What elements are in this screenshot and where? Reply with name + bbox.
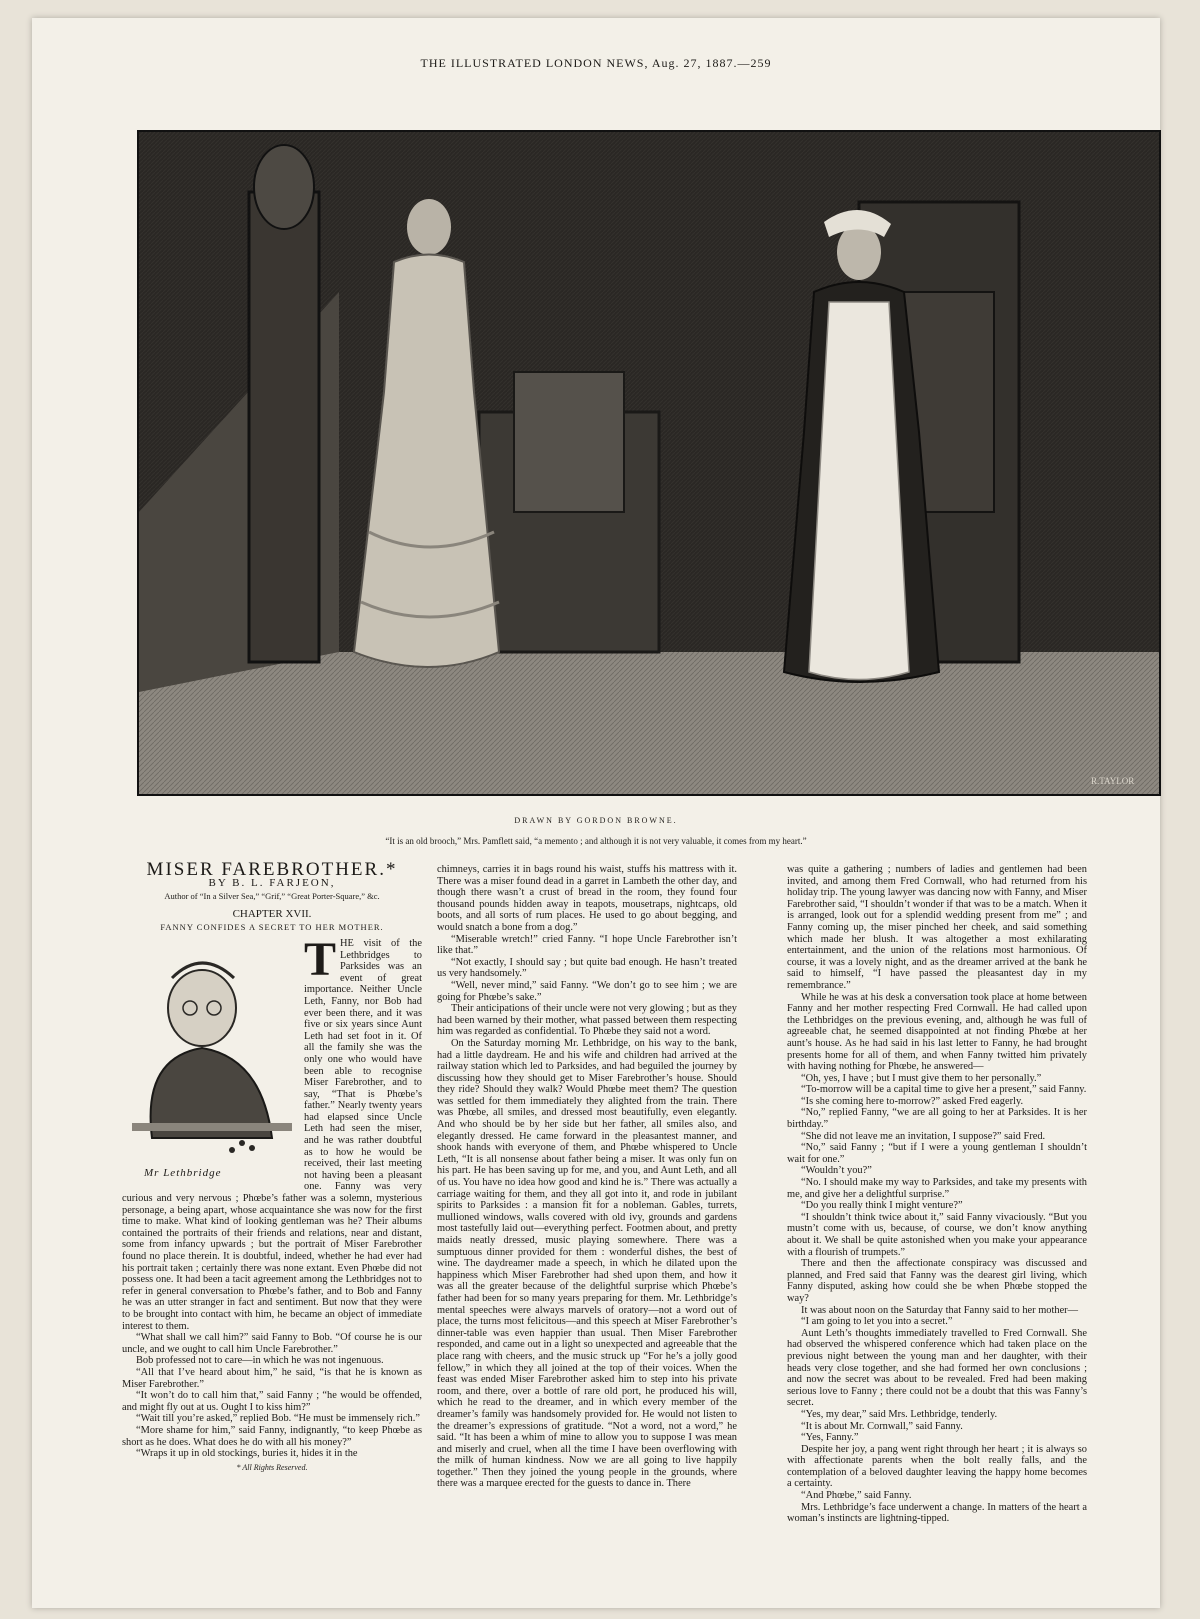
paragraph: “Is she coming here to-morrow?” asked Fred eagerly. xyxy=(801,1095,1024,1107)
paragraph: “She did not leave me an invitation, I suppose?” said Fred. xyxy=(801,1130,1046,1142)
article-column-1 xyxy=(122,860,422,1473)
newel-post xyxy=(249,192,319,662)
paragraph: Mrs. Lethbridge’s face underwent a change. In matters of the heart a woman’s instincts are lightning-tipped. xyxy=(787,1501,1087,1525)
paragraph: “And Phœbe,” said Fanny. xyxy=(801,1490,912,1502)
story-title: MISER FAREBROTHER.* xyxy=(146,859,398,880)
opening-paragraph: THE visit of the Lethbridges to Parksides was an event of great importance. Neither Uncle Leth, Fanny, nor Bob had ever been there, and it was five or six years since Aunt Leth had set foot in it. Of all the family she was the only one who would have been able to recognise Miser Farebrother, and to say, “That is Phœbe’s father.” Nearly twenty years had elapsed since Uncle Leth had seen the miser, and he was rather doubtful as to how he would be received, their last meeting not having been a pleasant one. Fanny was very curious and very nervous ; Phœbe’s father was a solemn, mysterious personage, a being apart, whose acquaintance she was now for the first time to make. What kind of looking gentleman was he? Their albums contained the portraits of their friends and relations, near and distant, some from infancy upwards ; but the portrait of Miser Farebrother found no place therein. It is doubtful, indeed, whether he had ever had his portrait taken ; certainly there was none extant. Even Phœbe did not possess one. It had been a tacit agreement among the Lethbridges not to refer in general conversation to Phœbe’s father, and to Bob and Fanny he was an utter stranger in fact and sentiment. But now that they were to be brought into contact with him, he became an object of immediate interest to them. xyxy=(122,932,422,1332)
paragraph: “Yes, my dear,” said Mrs. Lethbridge, tenderly. xyxy=(801,1408,998,1420)
paragraph: “No. I should make my way to Parksides, and take my presents with me, and give her a delightful surprise.” xyxy=(787,1177,1087,1200)
paragraph: chimneys, carries it in bags round his waist, stuffs his mattress with it. There was a miser found dead in a garret in Lambeth the other day, and though there wasn’t a crust of bread in the room, they found four thousand pounds hidden away in teapots, mousetraps, nightcaps, old boots, and all sorts of rum places. He used to go about begging, and would snatch a bone from a dog.” xyxy=(437,864,737,933)
paragraph: “Not exactly, I should say ; but quite bad enough. He hasn’t treated us very handsomely.” xyxy=(437,956,737,980)
lady-head xyxy=(407,199,451,255)
paragraph: On the Saturday morning Mr. Lethbridge, on his way to the bank, had a little daydream. He and his wife and children had arrived at the railway station which led to Parksides, and had beguiled the journey by discussing how they should get to Miser Farebrother’s house. Should they ride? Should they walk? Would Phœbe meet them? The question was settled for them immediately they alighted from the train. There was Phœbe, all smiles, and dressed most beautifully, even elegantly. And who should be by her side but her father, all smiles also, and elegantly dressed. He came forward in the pleasantest manner, and shook hands with everyone of them, and Phœbe whispered to Uncle Leth, “It is all nonsense about father being a miser. It was only fun on his part. He has been saving up for me, and you, and Aunt Leth, and all of us. You have no idea how good and kind he is.” There was actually a carriage waiting for them, and they all got into it, and rode in jubilant spirits to Parksides : a mansion fit for a nobleman. Gables, turrets, mullioned windows, walls covered with old ivy, grounds and gardens most tastefully laid out—everything perfect. Footmen about, and pretty maids neatly dressed, music playing somewhere. There was a sumptuous dinner provided for them : wonderful dishes, the best of wine. The daydreamer made a speech, in which he dilated upon the happiness which Miser Farebrother had shed upon them, and how it was all the greater because of the delightful surprise which Phœbe’s father had been for so many years preparing for them. Mr. Lethbridge’s mental speeches were always marvels of oratory—not a word out of place, the turns most felicitous—and this speech at Miser Farebrother’s dinner-table was even happier than usual. Then Miser Farebrother responded, and came out in a light so unexpected and agreeable that the place rang with cheers, and the music struck up “For he’s a jolly good fellow,” in which they all joined at the top of their voices. When the feast was ended Miser Farebrother asked him to step into his private room, and there, over a bottle of rare old port, he produced his will, which he read to the dreamer, and in which every member of the dreamer’s family was handsomely provided for. He would not listen to the dreamer’s expressions of gratitude. “Not a word, not a word,” he said. “It has been a whim of mine to allow you to suppose I was mean and miserly and cruel, when all the time I have been overflowing with the milk of human kindness. Now we are all going to live happily together.” Then they joined the young people in the grounds, where there was a marquee erected for the guests to dance in. There xyxy=(437,1037,737,1490)
newspaper-page xyxy=(32,18,1160,1608)
paragraph: “Wraps it up in old stockings, buries it, hides it in the xyxy=(136,1448,358,1460)
illustration-credit: DRAWN BY GORDON BROWNE. xyxy=(514,816,678,825)
paragraph: “Wait till you’re asked,” replied Bob. “He must be immensely rich.” xyxy=(136,1413,420,1425)
paragraph: “I am going to let you into a secret.” xyxy=(801,1316,953,1328)
paragraph: Their anticipations of their uncle were not very glowing ; but as they had been warned by their mother, what passed between them respecting him was regarded as confidential. To Phœbe they said not a word. xyxy=(437,1003,737,1038)
story-byline: BY B. L. FARJEON, xyxy=(208,876,336,889)
paragraph: “What shall we call him?” said Fanny to Bob. “Of course he is our uncle, and we ought to call him Uncle Farebrother.” xyxy=(122,1332,422,1355)
paragraph: “Wouldn’t you?” xyxy=(801,1165,872,1177)
paragraph: “Well, never mind,” said Fanny. “We don’t go to see him ; we are going for Phœbe’s sake.” xyxy=(437,979,737,1003)
footnote: * All Rights Reserved. xyxy=(236,1462,308,1472)
paragraph: “No,” said Fanny ; “but if I were a young gentleman I shouldn’t wait for one.” xyxy=(787,1142,1087,1165)
paragraph: “All that I’ve heard about him,” he said, “is that he is known as Miser Farebrother.” xyxy=(122,1366,422,1390)
paragraph: “More shame for him,” said Fanny, indignantly, “to keep Phœbe as short as he does. What does he do with all his money?” xyxy=(122,1424,422,1448)
carved-panel xyxy=(514,372,624,512)
paragraph: “Miserable wretch!” cried Fanny. “I hope Uncle Farebrother isn’t like that.” xyxy=(437,933,737,957)
paragraph: While he was at his desk a conversation took place at home between Fanny and her mother respecting Fred Cornwall. He had called upon the Lethbridges on the previous evening, and, although he was full of agreeable chat, he seemed disappointed at not finding Phœbe at her aunt’s house. As he had said in his last letter to Fanny, he had brought presents home for all of them, and when Fanny twitted him privately with having nothing for Phœbe, he answered— xyxy=(787,991,1087,1073)
paragraph: “To-morrow will be a capital time to give her a present,” said Fanny. xyxy=(801,1084,1087,1096)
chapter-number: CHAPTER XVII. xyxy=(232,907,312,920)
author-note: Author of “In a Silver Sea,” “Grif,” “Great Porter-Square,” &c. xyxy=(164,891,380,902)
running-head: THE ILLUSTRATED LONDON NEWS, Aug. 27, 1887.—259 xyxy=(420,56,772,70)
engraving-drawing xyxy=(139,132,1159,794)
paragraph: “It is about Mr. Cornwall,” said Fanny. xyxy=(801,1420,963,1432)
paragraph: There and then the affectionate conspiracy was discussed and planned, and Fred said that Fanny was the dearest girl living, which Fanny disputed, asking how could she be when Phœbe stopped the way? xyxy=(787,1258,1087,1304)
paragraph: Aunt Leth’s thoughts immediately travelled to Fred Cornwall. She had observed the whispered conference which had taken place on the previous night between the young man and her daughter, with their heads very close together, and she had formed her own conclusions ; and now the secret was about to be revealed. Fred had been making serious love to Fanny ; there could not be a doubt that this was Fanny’s secret. xyxy=(787,1327,1087,1409)
engraving-illustration xyxy=(137,130,1161,796)
paragraph: It was about noon on the Saturday that Fanny said to her mother— xyxy=(801,1304,1079,1316)
lethbridge-vignette xyxy=(122,938,298,1186)
paragraph: was quite a gathering ; numbers of ladies and gentlemen had been invited, and among them Fred Cornwall, who had returned from his holiday trip. The young lawyer was dancing now with Fanny, and Miser Farebrother said, “I shouldn’t wonder if that was to be a match. When it is arranged, look out for a splendid wedding present from me” ; and Fanny coming up, the miser pinched her cheek, and said something which made her blush. It was altogether a most exhilarating entertainment, and the union of the relations most harmonious. Of course, it was a lovely night, and as the dreamer arrived at the bank he said to himself, “I have passed the pleasantest day in my remembrance.” xyxy=(787,864,1087,991)
vignette-drawing xyxy=(122,938,298,1168)
paragraph: “Oh, yes, I have ; but I must give them to her personally.” xyxy=(801,1072,1042,1084)
paragraph: Bob professed not to care—in which he was not ingenuous. xyxy=(136,1355,384,1367)
floor xyxy=(139,652,1159,794)
engraver-signature: R.TAYLOR xyxy=(1091,776,1135,786)
drop-cap: T xyxy=(304,932,337,986)
paragraph: “It won’t do to call him that,” said Fanny ; “he would be offended, and might fly out at us. Ought I to kiss him?” xyxy=(122,1390,422,1413)
paragraph: “No,” replied Fanny, “we are all going to her at Parksides. It is her birthday.” xyxy=(787,1107,1087,1131)
vignette-caption: Mr Lethbridge xyxy=(144,1167,222,1180)
paragraph: “Yes, Fanny.” xyxy=(801,1432,859,1444)
article-column-3 xyxy=(787,864,1087,1525)
chapter-title: FANNY CONFIDES A SECRET TO HER MOTHER. xyxy=(160,922,384,933)
newel-finial xyxy=(254,145,314,229)
paragraph: Despite her joy, a pang went right through her heart ; it is always so with affectionate parents when the bolt really falls, and the contemplation of a beloved daughter leaving the happy home becomes a certainty. xyxy=(787,1443,1087,1490)
paragraph: “Do you really think I might venture?” xyxy=(801,1200,963,1212)
paragraph: “I shouldn’t think twice about it,” said Fanny vivaciously. “But you mustn’t come with us, because, of course, we don’t know anything about it. We shall be quite astonished when you make your appearance with a flourish of trumpets.” xyxy=(787,1211,1087,1258)
article-column-2 xyxy=(437,864,737,1490)
illustration-caption: “It is an old brooch,” Mrs. Pamflett said, “a memento ; and although it is not very valuable, it comes from my heart.” xyxy=(385,836,807,846)
